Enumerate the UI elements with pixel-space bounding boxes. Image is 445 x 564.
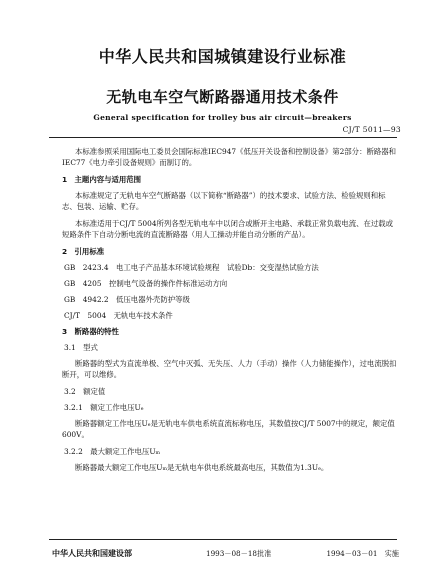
- reference-item: GB 2423.4 电工电子产品基本环境试验规程 试验Db：交变湿热试验方法: [64, 263, 319, 272]
- subsection-3-2: 3.2 额定值: [64, 387, 106, 396]
- standard-code: CJ/T 5011—93: [342, 125, 401, 134]
- english-title: General specification for trolley bus air circuit—breakers: [93, 113, 352, 122]
- subsection-3-2-1-text: 断路器额定工作电压Uₑ是无轨电车供电系统直流标称电压，其数值按CJ/T 5007中的规定，额定值600V。: [62, 419, 395, 439]
- approval-date: 1993－08－18批准: [206, 549, 272, 558]
- standard-title: 中华人民共和国城镇建设行业标准: [98, 47, 347, 66]
- section-1-text: 本标准规定了无轨电车空气断路器（以下简称“断路器”）的技术要求、试验方法、检验规则和标志、包装、运输、贮存。: [62, 191, 386, 211]
- intro-paragraph: 本标准参照采用国际电工委员会国际标准IEC947《低压开关设备和控制设备》第2部分：断路器和IEC77《电力牵引设备规则》而制订的。: [62, 147, 397, 167]
- issuer: 中华人民共和国建设部: [52, 549, 132, 558]
- document-title: 无轨电车空气断路器通用技术条件: [106, 88, 339, 106]
- subsection-3-2-2-text: 断路器最大额定工作电压Uₘ是无轨电车供电系统最高电压，其数值为1.3Uₑ。: [75, 463, 329, 472]
- section-heading-3: 3 断路器的特性: [62, 327, 119, 336]
- header-divider: [49, 137, 397, 138]
- subsection-3-1-text: 断路器的型式为直流单极、空气中灭弧、无失压、人力（手动）操作（人力储能操作），过电流脱扣断开，可以维修。: [62, 359, 397, 379]
- section-1-text-2: 本标准适用于CJ/T 5004所列各型无轨电车中以闭合或断开主电路、承载正常负载电流、在过载或短路条件下自动分断电流的直流断路器（用人工操动并能自动分断的产品）。: [62, 219, 394, 239]
- reference-item: GB 4205 控制电气设备的操作件标准运动方向: [64, 279, 228, 288]
- document-body: [62, 146, 397, 479]
- implementation-date: 1994－03－01 实施: [326, 549, 399, 558]
- reference-item: CJ/T 5004 无轨电车技术条件: [64, 311, 173, 320]
- subsection-3-1: 3.1 型式: [64, 343, 98, 352]
- section-heading-1: 1 主题内容与适用范围: [62, 175, 142, 184]
- subsection-3-2-2: 3.2.2 最大额定工作电压Uₘ: [64, 447, 161, 456]
- footer-divider: [49, 539, 397, 540]
- subsection-3-2-1: 3.2.1 额定工作电压Uₑ: [64, 403, 144, 412]
- reference-item: GB 4942.2 低压电器外壳防护等级: [64, 295, 190, 304]
- section-heading-2: 2 引用标准: [62, 247, 105, 256]
